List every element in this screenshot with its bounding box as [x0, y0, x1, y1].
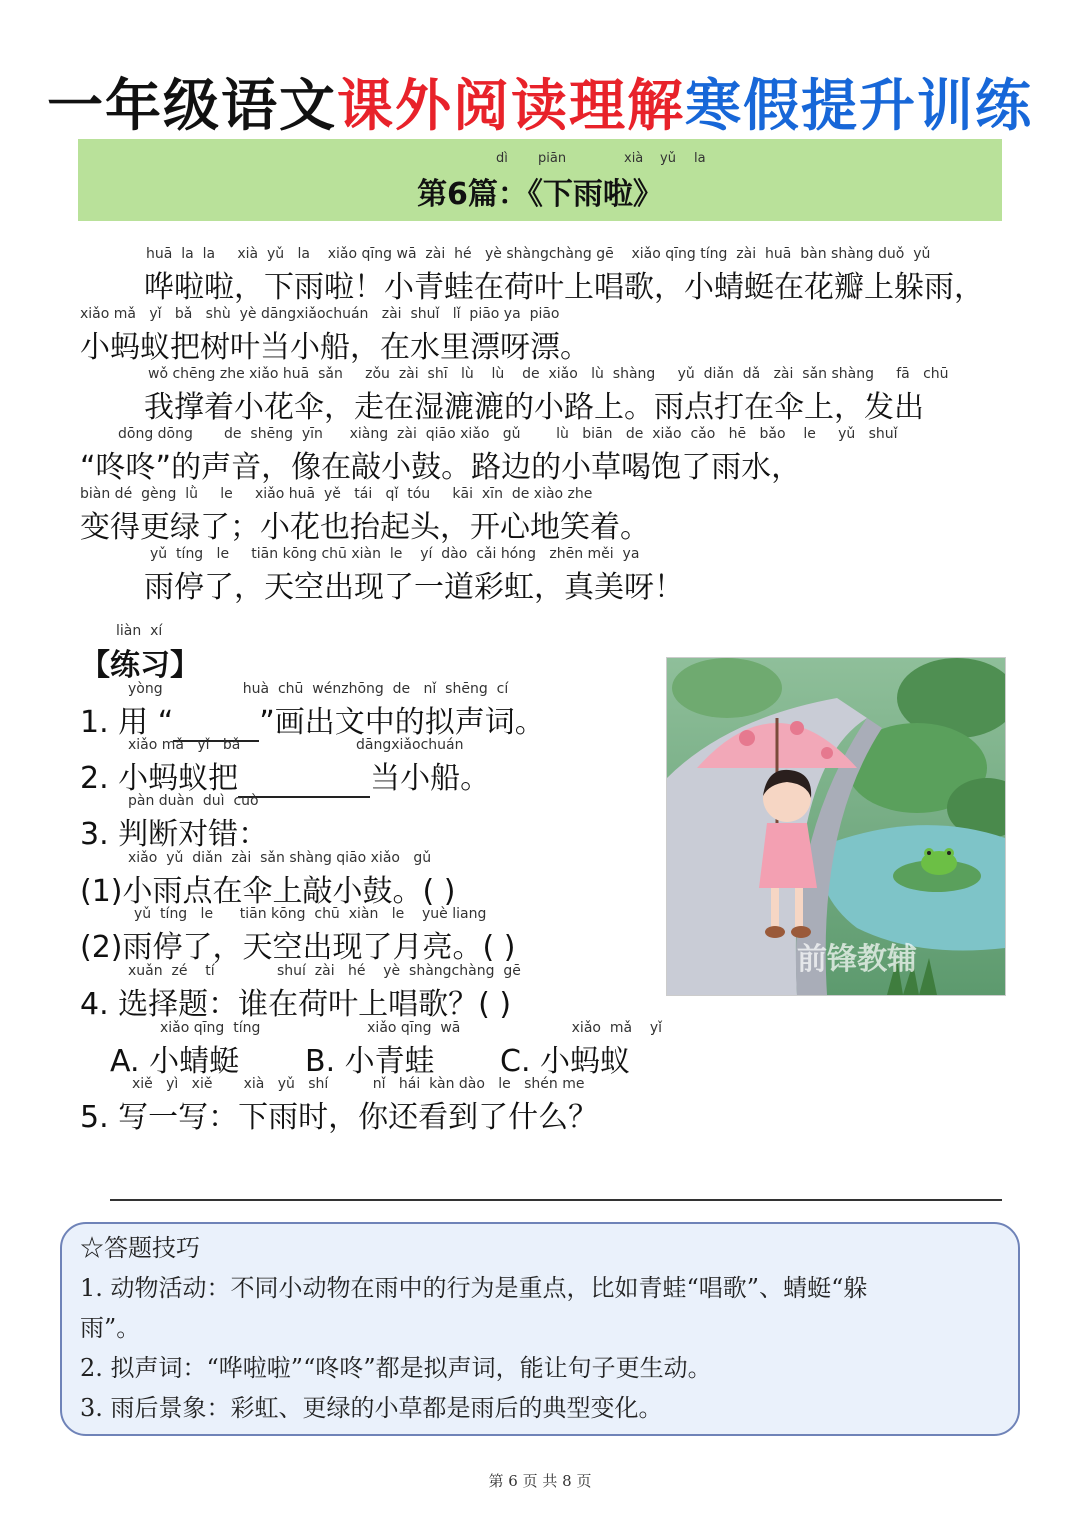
question-2: [80, 753, 490, 798]
q4-options-pinyin: xiǎo qīng tíng xiǎo qīng wā xiǎo mǎ yǐ: [160, 1020, 663, 1036]
exercise-heading-pinyin: liàn xí: [116, 623, 163, 639]
q3-number: 3.: [80, 817, 109, 852]
question-3-1: (1)小雨点在伞上敲小鼓。( ): [80, 874, 456, 909]
q5-pinyin: xiě yì xiě xià yǔ shí nǐ hái kàn dào le shén me: [132, 1076, 585, 1092]
page-title: [0, 62, 1080, 142]
q4-text: 选择题：谁在荷叶上唱歌？( ): [118, 987, 512, 1022]
pinyin-yu: yǔ: [660, 151, 676, 166]
q3-pinyin: pàn duàn duì cuò: [128, 793, 259, 809]
tips-line-1: 1. 动物活动：不同小动物在雨中的行为是重点，比如青蛙“唱歌”、蜻蜓“躲: [80, 1274, 868, 1302]
passage-line-2: 小蚂蚁把树叶当小船，在水里漂呀漂。: [80, 330, 590, 365]
tips-line-1-cont: 雨”。: [80, 1314, 141, 1342]
page-number: 第 6 页 共 8 页: [488, 1472, 592, 1490]
q2-suffix: 当小船。: [370, 761, 491, 796]
q1-suffix: ”画出文中的拟声词。: [259, 705, 545, 740]
pinyin-xia: xià: [624, 151, 644, 166]
passage-pinyin-5: biàn dé gèng lǜ le xiǎo huā yě tái qǐ tóu kāi xīn de xiào zhe: [80, 486, 593, 502]
title-part-reading: 课外阅读理解: [337, 74, 685, 139]
lesson-title: 第6篇：《下雨啦》: [417, 177, 663, 212]
passage-line-6: 雨停了，天空出现了一道彩虹，真美呀！: [144, 570, 684, 605]
question-5: [80, 1092, 598, 1136]
q3a-pinyin: xiǎo yǔ diǎn zài sǎn shàng qiāo xiǎo gǔ: [128, 850, 432, 866]
q4-number: 4.: [80, 987, 109, 1022]
q5-text: 写一写：下雨时，你还看到了什么？: [118, 1100, 599, 1135]
passage-line-3: 我撑着小花伞，走在湿漉漉的小路上。雨点打在伞上，发出: [144, 390, 924, 425]
answer-tips-box: [60, 1222, 1020, 1436]
q4-pinyin: xuǎn zé tí shuí zài hé yè shàngchàng gē: [128, 963, 521, 979]
q2-prefix: 小蚂蚁把: [118, 761, 239, 796]
lesson-banner: [78, 139, 1002, 221]
passage-pinyin-3: wǒ chēng zhe xiǎo huā sǎn zǒu zài shī lù lù de xiǎo lù shàng yǔ diǎn dǎ zài sǎn shàng fā chū: [148, 366, 949, 382]
pinyin-pian: piān: [538, 151, 567, 166]
q3b-pinyin: yǔ tíng le tiān kōng chū xiàn le yuè liang: [134, 906, 487, 922]
q1-pinyin: yòng huà chū wénzhōng de nǐ shēng cí: [128, 681, 509, 697]
section-divider: [110, 1199, 1002, 1201]
exercise-heading: 【练习】: [80, 648, 200, 683]
pinyin-di: dì: [496, 151, 508, 166]
option-b[interactable]: B. 小青蛙: [305, 1044, 435, 1079]
passage-pinyin-2: xiǎo mǎ yǐ bǎ shù yè dāngxiǎochuán zài shuǐ lǐ piāo ya piāo: [80, 306, 560, 322]
q2-pinyin: xiǎo mǎ yǐ bǎ dāngxiǎochuán: [128, 737, 464, 753]
girl-umbrella-illustration: [666, 657, 1006, 996]
q2-number: 2.: [80, 761, 109, 796]
passage-pinyin-1: huā la la xià yǔ la xiǎo qīng wā zài hé yè shàngchàng gē xiǎo qīng tíng zài huā bàn shàng duǒ yǔ: [146, 246, 931, 262]
illustration-watermark: 前锋教辅: [797, 942, 917, 977]
pinyin-la: la: [694, 151, 706, 166]
question-3: [80, 809, 268, 853]
tips-heading: ☆答题技巧: [80, 1234, 200, 1262]
option-c[interactable]: C. 小蚂蚁: [500, 1044, 631, 1079]
option-a[interactable]: A. 小蜻蜓: [110, 1044, 240, 1079]
q3-text: 判断对错：: [118, 817, 269, 852]
tips-line-2: 2. 拟声词：“哗啦啦”“咚咚”都是拟声词，能让句子更生动。: [80, 1354, 712, 1382]
title-part-training: 寒假提升训练: [685, 74, 1033, 139]
question-1: [80, 697, 545, 742]
passage-line-4: “咚咚”的声音，像在敲小鼓。路边的小草喝饱了雨水，: [80, 450, 802, 485]
title-part-grade: 一年级语文: [47, 74, 337, 139]
passage-pinyin-4: dōng dōng de shēng yīn xiàng zài qiāo xiǎo gǔ lù biān de xiǎo cǎo hē bǎo le yǔ shuǐ: [118, 426, 898, 442]
question-3-2: (2)雨停了，天空出现了月亮。( ): [80, 930, 516, 965]
passage-line-5: 变得更绿了；小花也抬起头，开心地笑着。: [80, 510, 650, 545]
q5-number: 5.: [80, 1100, 109, 1135]
question-4: [80, 979, 511, 1023]
q1-prefix: 用 “: [118, 705, 174, 740]
passage-pinyin-6: yǔ tíng le tiān kōng chū xiàn le yí dào cǎi hóng zhēn měi ya: [150, 546, 640, 562]
tips-line-3: 3. 雨后景象：彩虹、更绿的小草都是雨后的典型变化。: [80, 1394, 663, 1422]
passage-line-1: 哗啦啦，下雨啦！小青蛙在荷叶上唱歌，小蜻蜓在花瓣上躲雨，: [144, 270, 984, 305]
q1-number: 1.: [80, 705, 109, 740]
